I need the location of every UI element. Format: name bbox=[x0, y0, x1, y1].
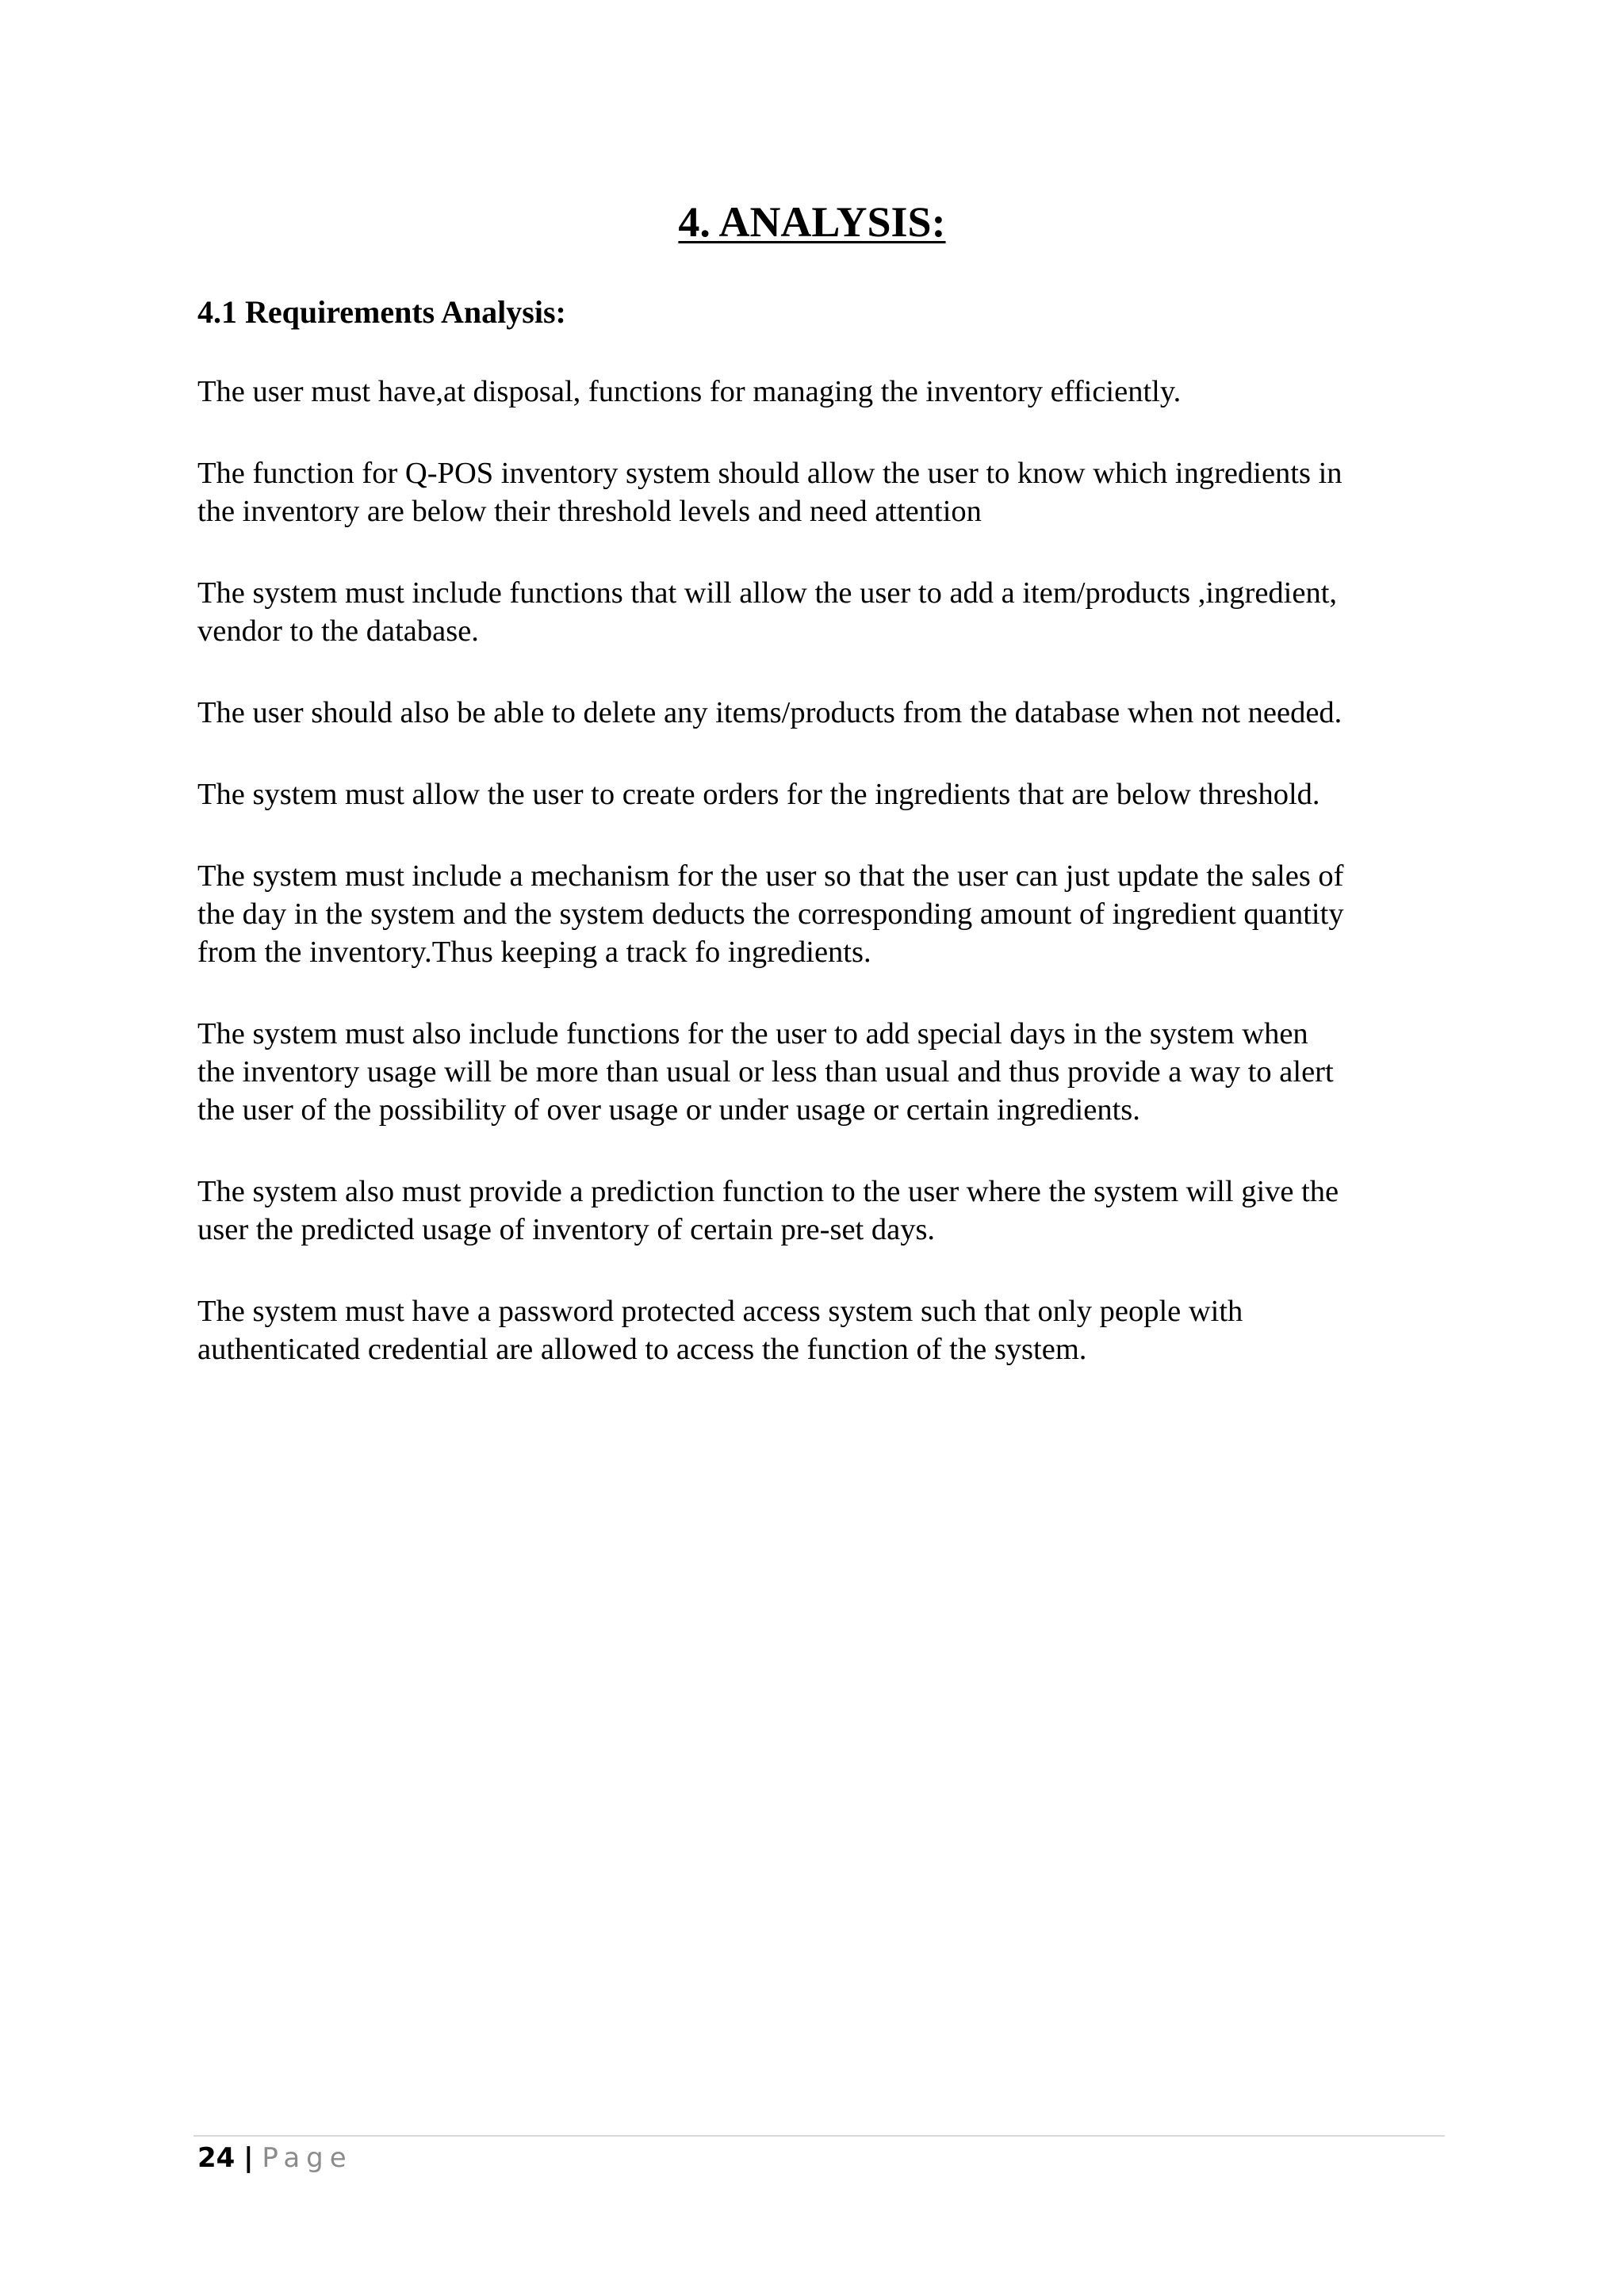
paragraph: The user should also be able to delete any items/products from the database when not needed. bbox=[197, 696, 1342, 729]
section-heading: 4.1 Requirements Analysis: bbox=[197, 294, 566, 330]
chapter-title: 4. ANALYSIS: bbox=[678, 198, 946, 246]
paragraph: The system must include a mechanism for the user so that the user can just update the sales of the day in the system and the system deducts the corresponding amount of ingredient quantity from the inventory.Thus keeping a track fo ingredients. bbox=[197, 859, 1344, 969]
page-label: Page bbox=[262, 2142, 353, 2174]
footer-rule bbox=[193, 2135, 1445, 2137]
page-footer bbox=[197, 2142, 353, 2174]
paragraph: The system also must provide a prediction function to the user where the system will give the user the predicted usage of inventory of certain pre-set days. bbox=[197, 1175, 1339, 1246]
page-separator: | bbox=[243, 2142, 254, 2174]
page-number: 24 bbox=[197, 2142, 236, 2174]
paragraph: The system must also include functions for the user to add special days in the system when the inventory usage will be more than usual or less than usual and thus provide a way to alert the user of the possibility of over usage or under usage or certain ingredients. bbox=[197, 1017, 1334, 1127]
paragraph: The function for Q-POS inventory system should allow the user to know which ingredients in the inventory are below their threshold levels and need attention bbox=[197, 457, 1342, 528]
body-text bbox=[197, 373, 1450, 1412]
paragraph: The system must include functions that will allow the user to add a item/products ,ingredient, vendor to the database. bbox=[197, 576, 1338, 648]
paragraph: The system must have a password protected access system such that only people with authenticated credential are allowed to access the function of the system. bbox=[197, 1295, 1243, 1366]
paragraph: The system must allow the user to create orders for the ingredients that are below threshold. bbox=[197, 778, 1320, 811]
paragraph: The user must have,at disposal, functions for managing the inventory efficiently. bbox=[197, 375, 1182, 408]
